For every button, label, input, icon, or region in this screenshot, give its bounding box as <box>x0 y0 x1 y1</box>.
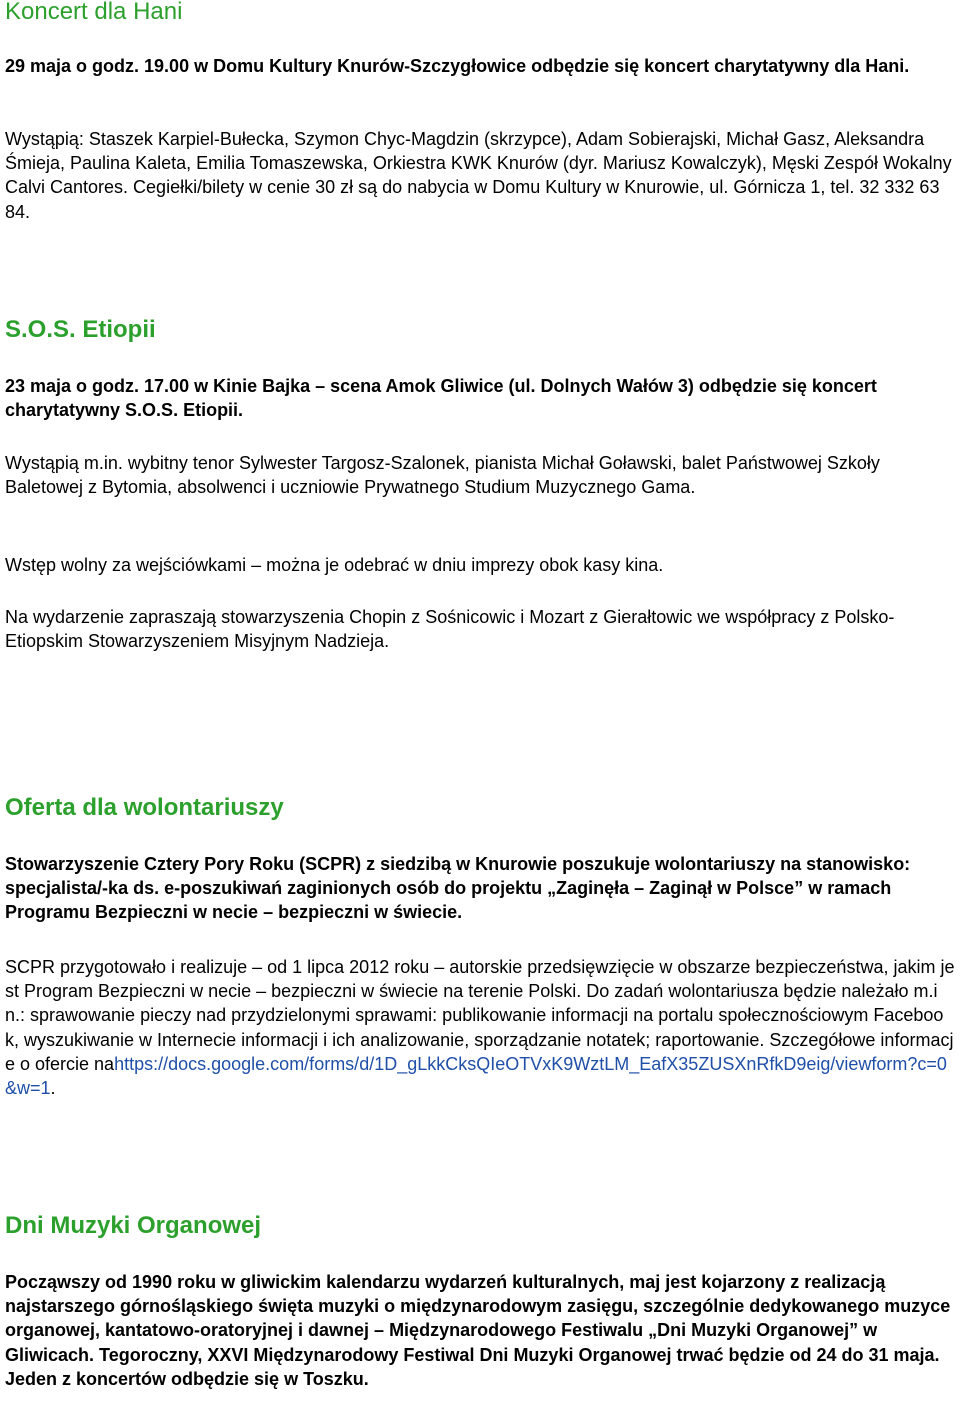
oferta-body-text: SCPR przygotowało i realizuje – od 1 lipca 2012 roku – autorskie przedsięwzięcie w obszarze bezpieczeństwa, jakim jest Program Bezpieczni w necie – bezpieczni w świecie na terenie Polski. Do zadań wolontariusza będzie należało m.in.: sprawowanie pieczy nad przydzielonymi sprawami: publikowanie informacji na portalu społecznościowym Facebook, wyszukiwanie w Internecie informacji i ich analizowanie, sporządzanie notatek; raportowanie. Szczegółowe informacje o ofercie na <box>5 957 955 1074</box>
organy-body: Począwszy od 1990 roku w gliwickim kalendarzu wydarzeń kulturalnych, maj jest kojarzony z realizacją najstarszego górnośląskiego święta muzyki o międzynarodowym zasięgu, szczególnie dedykowanego muzyce organowej, kantatowo-oratoryjnej i dawnej – Międzynarodowego Festiwalu „Dni Muzyki Organowej” w Gliwicach. Tegoroczny, XXVI Międzynarodowy Festiwal Dni Muzyki Organowej trwać będzie od 24 do 31 maja. Jeden z koncertów odbędzie się w Toszku. <box>5 1272 951 1389</box>
koncert-heading: Koncert dla Hani <box>5 0 183 25</box>
koncert-intro: 29 maja o godz. 19.00 w Domu Kultury Knurów-Szczygłowice odbędzie się koncert charytatywny dla Hani. <box>5 56 910 76</box>
koncert-body: Wystąpią: Staszek Karpiel-Bułecka, Szymon Chyc-Magdzin (skrzypce), Adam Sobierajski, Michał Gasz, Aleksandra Śmieja, Paulina Kaleta, Emilia Tomaszewska, Orkiestra KWK Knurów (dyr. Mariusz Kowalczyk), Męski Zespół Wokalny Calvi Cantores. Cegiełki/bilety w cenie 30 zł są do nabycia w Domu Kultury w Knurowie, ul. Górnicza 1, tel. 32 332 63 84. <box>5 129 952 222</box>
etiopii-heading: S.O.S. Etiopii <box>5 316 156 343</box>
oferta-heading: Oferta dla wolontariuszy <box>5 794 284 821</box>
etiopii-entry: Wstęp wolny za wejściówkami – można je odebrać w dniu imprezy obok kasy kina. <box>5 555 664 575</box>
etiopii-intro: 23 maja o godz. 17.00 w Kinie Bajka – scena Amok Gliwice (ul. Dolnych Wałów 3) odbędzie się koncert charytatywny S.O.S. Etiopii. <box>5 376 877 421</box>
oferta-intro: Stowarzyszenie Cztery Pory Roku (SCPR) z siedzibą w Knurowie poszukuje wolontariuszy na stanowisko: specjalista/-ka ds. e-poszukiwań zaginionych osób do projektu „Zaginęła – Zaginął w Polsce” w ramach Programu Bezpieczni w necie – bezpieczni w świecie. <box>5 854 911 923</box>
etiopii-performers <box>5 451 957 499</box>
etiopii-invite: Na wydarzenie zapraszają stowarzyszenia Chopin z Sośnicowic i Mozart z Gierałtowic we współpracy z Polsko-Etiopskim Stowarzyszeniem Misyjnym Nadzieja. <box>5 607 895 652</box>
oferta-body <box>5 955 957 1100</box>
etiopii-performers-text: wybitny tenor Sylwester Targosz-Szalonek, pianista Michał Goławski, balet Państwowej Szkoły Baletowej z Bytomia, absolwenci i uczniowie Prywatnego Studium Muzycznego Gama. <box>5 453 880 498</box>
oferta-link-tail: . <box>50 1078 56 1099</box>
oferta-form-link[interactable]: https://docs.google.com/forms/d/1D_gLkkCksQIeOTVxK9WztLM_EafX35ZUSXnRfkD9eig/viewform?c=0&w=1 <box>5 1053 947 1099</box>
organy-heading: Dni Muzyki Organowej <box>5 1212 262 1239</box>
etiopii-performers-label: Wystąpią m.in. <box>5 453 123 473</box>
